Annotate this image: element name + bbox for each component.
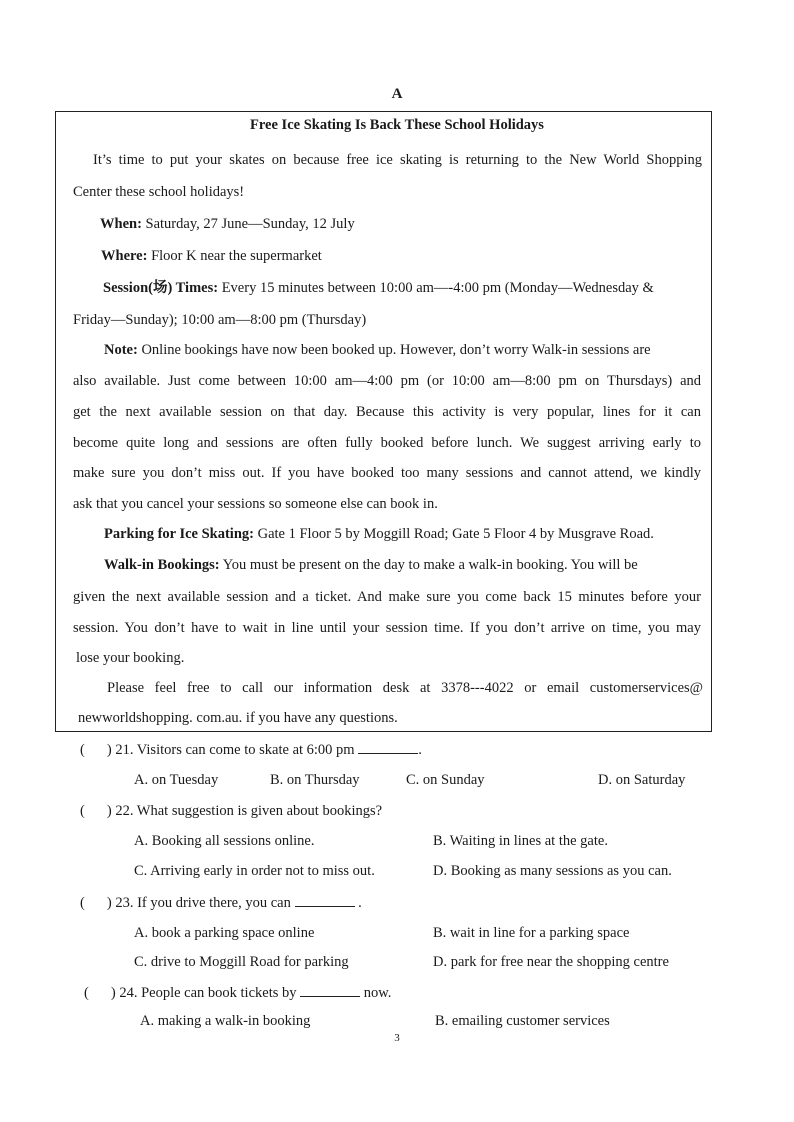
option-21-a: A. on Tuesday (134, 772, 219, 788)
option-23-a: A. book a parking space online (134, 925, 315, 941)
answer-paren-open: ( (80, 803, 85, 819)
page-number: 3 (394, 1032, 400, 1044)
intro-line-2: Center these school holidays! (73, 184, 245, 200)
parking-label: Parking for Ice Skating: (104, 526, 254, 542)
option-22-b: B. Waiting in lines at the gate. (433, 833, 608, 849)
where-label: Where: (101, 248, 148, 264)
option-23-b: B. wait in line for a parking space (433, 925, 630, 941)
question-stem-end: . (358, 895, 362, 911)
note-text-2: also available. Just come between 10:00 am—4:00 pm (or 10:00 am—8:00 pm on Thursdays) and (73, 373, 701, 389)
session-text-2: Friday—Sunday); 10:00 am—8:00 pm (Thursday) (73, 312, 367, 328)
fill-blank (358, 741, 418, 754)
passage-box (55, 111, 712, 732)
answer-paren-open: ( (80, 742, 85, 758)
walkin-text-3: session. You don’t have to wait in line until your session time. If you don’t arrive on time, you may (73, 620, 701, 636)
answer-paren-close: ) (106, 895, 112, 911)
question-stem: 21. Visitors can come to skate at 6:00 pm (115, 742, 355, 758)
question-stem: 24. People can book tickets by (119, 985, 297, 1001)
option-23-c: C. drive to Moggill Road for parking (134, 954, 349, 970)
option-22-d: D. Booking as many sessions as you can. (433, 863, 672, 879)
passage-title: Free Ice Skating Is Back These School Holidays (250, 117, 544, 133)
intro-line-1: It’s time to put your skates on because free ice skating is returning to the New World Shopping (93, 152, 702, 168)
note-text-6: ask that you cancel your sessions so someone else can book in. (73, 496, 438, 512)
session-text-1: Every 15 minutes between 10:00 am—-4:00 pm (Monday—Wednesday & (221, 280, 654, 296)
question-stem: 23. If you drive there, you can (115, 895, 291, 911)
question-24 (84, 984, 391, 1002)
option-23-d: D. park for free near the shopping centre (433, 954, 669, 970)
contact-line-2: newworldshopping. com.au. if you have any questions. (78, 710, 398, 726)
session-row (103, 279, 654, 297)
note-row (104, 341, 651, 359)
note-text-4: become quite long and sessions are often fully booked before lunch. We suggest arriving early to (73, 435, 701, 451)
walkin-text-2: given the next available session and a ticket. And make sure you come back 15 minutes before your (73, 589, 701, 605)
fill-blank (295, 894, 355, 907)
walkin-text-4: lose your booking. (76, 650, 185, 666)
contact-line-1: Please feel free to call our information desk at 3378---4022 or email customerservices@ (107, 680, 703, 696)
walkin-text-1: You must be present on the day to make a walk-in booking. You will be (222, 557, 638, 573)
where-row (101, 247, 322, 265)
note-label: Note: (104, 342, 138, 358)
where-text: Floor K near the supermarket (151, 248, 322, 264)
when-text: Saturday, 27 June—Sunday, 12 July (145, 216, 355, 232)
option-21-c: C. on Sunday (406, 772, 485, 788)
option-21-b: B. on Thursday (270, 772, 360, 788)
note-text-3: get the next available session on that day. Because this activity is very popular, lines for it can (73, 404, 701, 420)
walkin-label: Walk-in Bookings: (104, 557, 220, 573)
when-label: When: (100, 216, 142, 232)
option-22-a: A. Booking all sessions online. (134, 833, 315, 849)
answer-paren-open: ( (80, 895, 85, 911)
answer-paren-close: ) (106, 742, 112, 758)
question-22 (80, 802, 382, 820)
option-24-b: B. emailing customer services (435, 1013, 610, 1029)
option-21-d: D. on Saturday (598, 772, 686, 788)
section-letter: A (391, 86, 403, 102)
question-stem-end: now. (363, 985, 392, 1001)
walkin-row (104, 556, 638, 574)
option-24-a: A. making a walk-in booking (140, 1013, 311, 1029)
session-label: Session(场) Times: (103, 280, 219, 296)
answer-paren-close: ) (106, 803, 112, 819)
fill-blank (300, 984, 360, 997)
note-text-5: make sure you don’t miss out. If you have booked too many sessions and cannot attend, we kindly (73, 465, 701, 481)
answer-paren-close: ) (110, 985, 116, 1001)
option-22-c: C. Arriving early in order not to miss out. (134, 863, 375, 879)
when-row (100, 215, 355, 233)
answer-paren-open: ( (84, 985, 89, 1001)
question-23 (80, 894, 362, 912)
question-stem-end: . (418, 742, 422, 758)
question-stem: 22. What suggestion is given about bookings? (115, 803, 383, 819)
note-text-1: Online bookings have now been booked up. However, don’t worry Walk-in sessions are (141, 342, 651, 358)
parking-row (104, 525, 654, 543)
parking-text: Gate 1 Floor 5 by Moggill Road; Gate 5 Floor 4 by Musgrave Road. (257, 526, 654, 542)
question-21 (80, 741, 422, 759)
